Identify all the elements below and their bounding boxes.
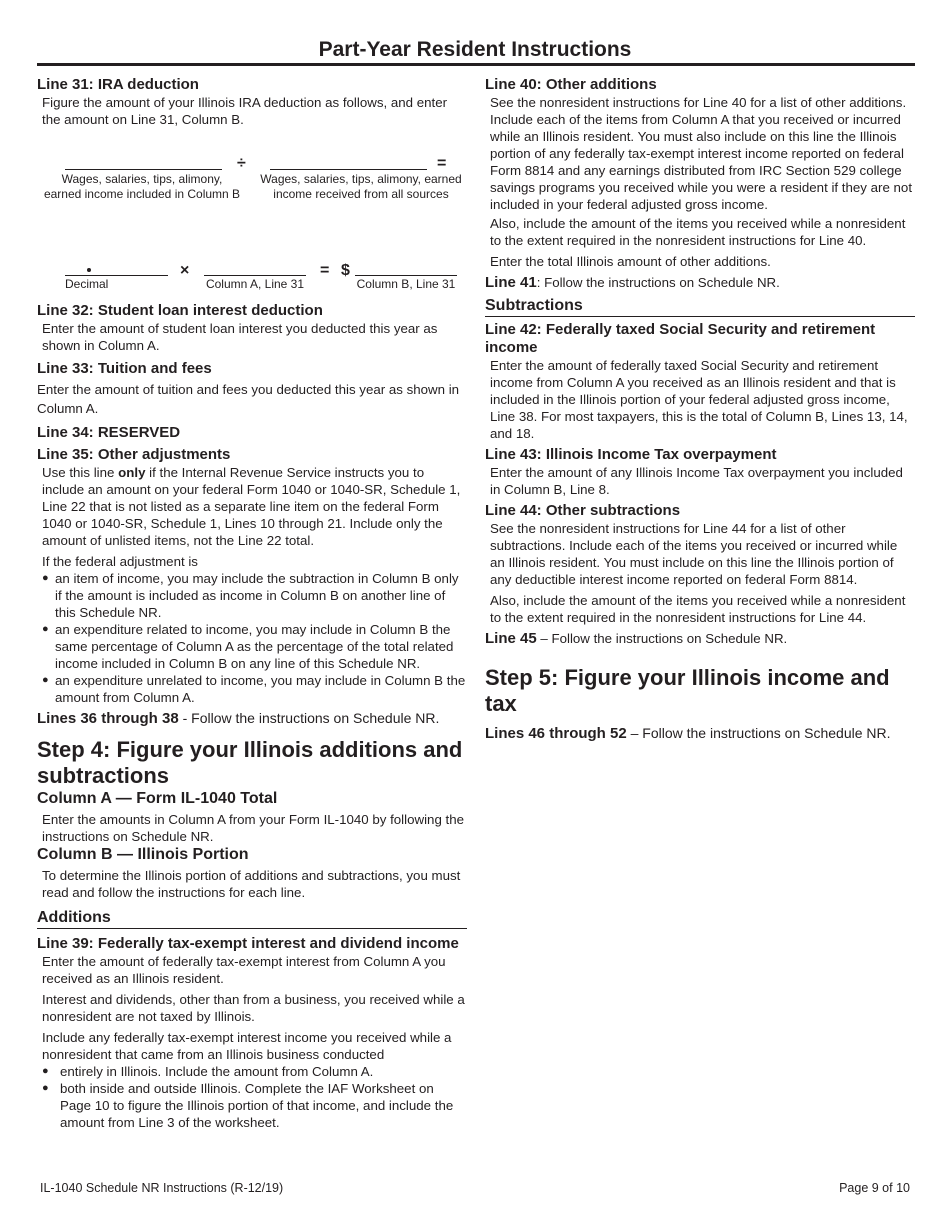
column-b-line31-blank[interactable] [355,275,457,276]
lines36-38-text: Lines 36 through 38 - Follow the instructions on Schedule NR. [37,710,440,727]
column-a-line31-label: Column A, Line 31 [205,277,305,291]
equals-symbol: = [437,155,447,172]
line45-text: Line 45 – Follow the instructions on Schedule NR. [485,630,788,647]
line40-p3: Enter the total Illinois amount of other additions. [490,254,771,269]
line31-text: Figure the amount of your Illinois IRA deduction as follows, and enter the amount on Line 31, Column B. [42,95,448,127]
line35-if-text: If the federal adjustment is [42,554,198,569]
line41-text: Line 41: Follow the instructions on Schedule NR. [485,274,780,291]
line39-p2: Interest and dividends, other than from a business, you received while a nonresident are not taxed by Illinois. [42,992,465,1024]
step5-heading: Step 5: Figure your Illinois income and tax [485,665,890,716]
list-item: ● an expenditure related to income, you may include in Column B the same percentage of Column A as the percentage of the total related income included in Column B on any line of this Schedule NR. [42,622,454,671]
column-a-heading: Column A — Form IL-1040 Total [37,790,278,807]
column-a-text: Enter the amounts in Column A from your Form IL-1040 by following the instructions on Schedule NR. [42,812,465,844]
times-symbol: × [180,262,190,279]
wages-all-sources-label: Wages, salaries, tips, alimony, earned income received from all sources [260,172,462,201]
list-item: ● entirely in Illinois. Include the amount from Column A. [42,1064,374,1079]
line33-text: Enter the amount of tuition and fees you deducted this year as shown in Column A. [37,382,460,416]
column-b-text: To determine the Illinois portion of additions and subtractions, you must read and follow the instructions for each line. [42,868,461,900]
line34-heading: Line 34: RESERVED [37,424,181,441]
decimal-point [87,268,91,272]
lines46-52-text: Lines 46 through 52 – Follow the instructions on Schedule NR. [485,725,891,742]
line40-p1: See the nonresident instructions for Line 40 for a list of other additions. Include each of the items from Column A that you received or incurred while an Illinois resident. You must also include on this line the Illinois portion of any federally tax-exempt interest income reported on federal Form 8814 and any earnings distributed from IRC Section 529 college savings programs you received while you were a resident if they are not included in your federal adjusted gross income. [490,95,913,212]
additions-heading: Additions [37,909,467,929]
line42-text: Enter the amount of federally taxed Social Security and retirement income from Column A you received as an Illinois resident and that is included in the Illinois portion of your federal adjusted gross income, Line 38. For most taxpayers, this is the total of Column B, Lines 13, 14, and 18. [490,358,908,441]
line44-p2: Also, include the amount of the items you received while a nonresident to the extent required in the nonresident instructions for Line 44. [490,593,906,625]
line43-heading: Line 43: Illinois Income Tax overpayment [485,446,777,463]
bullet-icon: ● [42,623,49,635]
line39-p1: Enter the amount of federally tax-exempt interest from Column A you received as an Illinois resident. [42,954,446,986]
list-item: ● an item of income, you may include the subtraction in Column B only if the amount is included as income in Column B on another line of this Schedule NR. [42,571,459,620]
column-b-heading: Column B — Illinois Portion [37,846,249,863]
ira-formula [37,128,467,291]
line40-heading: Line 40: Other additions [485,76,657,93]
line32-heading: Line 32: Student loan interest deduction [37,302,323,319]
footer-page-number: Page 9 of 10 [839,1181,910,1195]
wages-column-b-blank[interactable] [65,169,222,170]
line42-heading: Line 42: Federally taxed Social Security and retirement income [485,321,876,356]
page-title: Part-Year Resident Instructions [318,38,632,61]
subtractions-heading: Subtractions [485,297,915,317]
decimal-blank[interactable] [65,275,168,276]
list-item: ● both inside and outside Illinois. Complete the IAF Worksheet on Page 10 to figure the Illinois portion of that income, and include the amount from Line 3 of the worksheet. [42,1081,454,1130]
bullet-icon: ● [42,674,49,686]
footer-form-id: IL-1040 Schedule NR Instructions (R-12/19) [40,1181,284,1195]
wages-column-b-label: Wages, salaries, tips, alimony, earned income included in Column B [43,172,241,201]
line31-heading: Line 31: IRA deduction [37,76,199,93]
line39-p3: Include any federally tax-exempt interest income you received while a nonresident that came from an Illinois business conducted [42,1030,452,1062]
line39-heading: Line 39: Federally tax-exempt interest and dividend income [37,935,459,952]
column-b-line31-label: Column B, Line 31 [356,277,456,291]
line32-text: Enter the amount of student loan interest you deducted this year as shown in Column A. [42,321,438,353]
title-rule [37,63,915,66]
line33-heading: Line 33: Tuition and fees [37,360,212,377]
list-item: ● an expenditure unrelated to income, you may include in Column B the amount from Column A. [42,673,466,705]
column-a-line31-blank[interactable] [204,275,306,276]
decimal-label: Decimal [65,277,109,291]
line44-p1: See the nonresident instructions for Line 44 for a list of other subtractions. Include each of the items you received or incurred while an Illinois resident. You must include on this line the Illinois portion of any deductible interest income reported on federal Form 8814. [490,521,898,587]
line43-text: Enter the amount of any Illinois Income Tax overpayment you included in Column B, Line 8. [490,465,903,497]
dollar-symbol: $ [341,262,350,279]
line44-heading: Line 44: Other subtractions [485,502,681,519]
line40-p2: Also, include the amount of the items you received while a nonresident to the extent required in the nonresident instructions for Line 40. [490,216,906,248]
bullet-icon: ● [42,1082,49,1094]
line35-text: Use this line only if the Internal Revenue Service instructs you to include an amount on your federal Form 1040 or 1040-SR, Schedule 1, Line 22 that is not listed as a separate line item on the federal Form 1040 or 1040-SR, Schedule 1, Lines 10 through 21. Include only the amount of unlisted items, not the Line 22 total. [42,465,461,548]
divide-symbol: ÷ [237,155,246,172]
step4-heading: Step 4: Figure your Illinois additions and subtractions [37,737,463,788]
wages-all-sources-blank[interactable] [270,169,427,170]
bullet-icon: ● [42,1065,49,1077]
right-column [485,76,915,742]
bullet-icon: ● [42,572,49,584]
line35-heading: Line 35: Other adjustments [37,446,231,463]
equals-symbol-2: = [320,262,330,279]
left-column [37,76,467,1131]
